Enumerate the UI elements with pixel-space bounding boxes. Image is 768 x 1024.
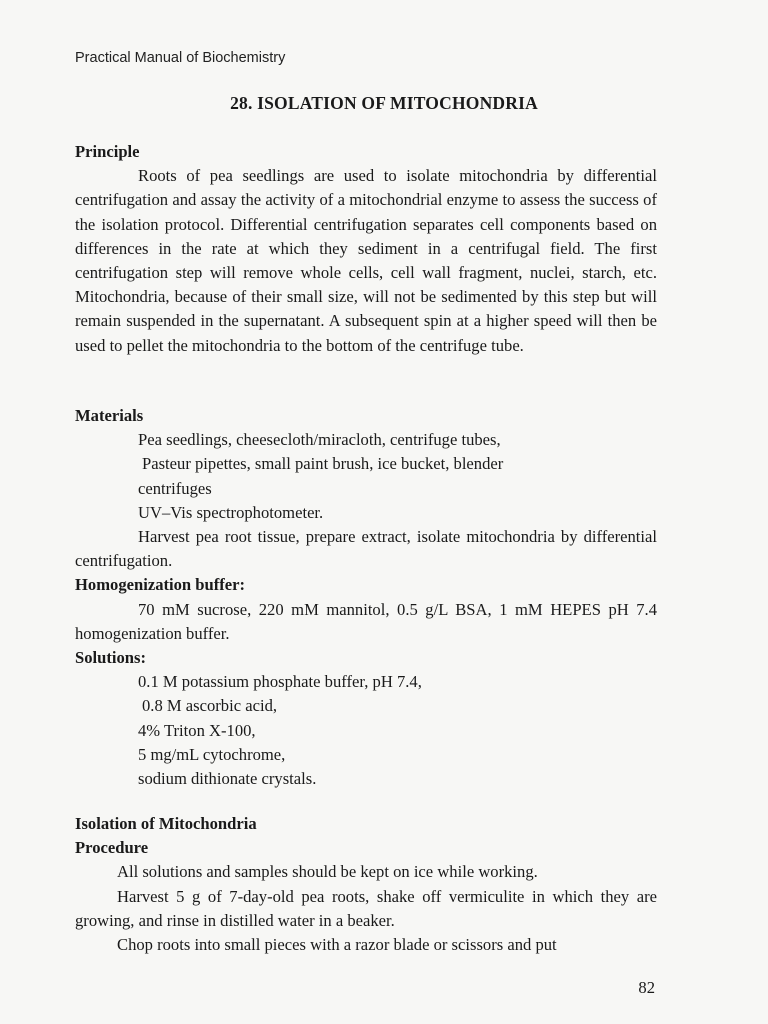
- solutions-list: [75, 670, 657, 791]
- materials-list: [75, 428, 657, 525]
- chapter-title: 28. ISOLATION OF MITOCHONDRIA: [230, 93, 538, 113]
- materials-item: UV–Vis spectrophotometer.: [138, 502, 324, 522]
- homogenization-text: 70 mM sucrose, 220 mM mannitol, 0.5 g/L BSA, 1 mM HEPES pH 7.4 homogenization buffer.: [75, 599, 657, 643]
- principle-heading: Principle: [75, 142, 140, 161]
- solutions-heading: Solutions:: [75, 648, 147, 668]
- homogenization-heading: Homogenization buffer:: [75, 575, 246, 595]
- page-number: 82: [638, 978, 655, 997]
- running-header: Practical Manual of Biochemistry: [75, 50, 286, 66]
- isolation-section: [75, 812, 657, 957]
- isolation-heading: Isolation of Mitochondria: [75, 814, 257, 833]
- principle-section: [75, 140, 657, 358]
- principle-paragraph: Roots of pea seedlings are used to isolate mitochondria by differential centrifugation and assay the activity of a mitochondrial enzyme to assess the success of the isolation protocol. Differential centrifugation separates cell components based on differences in the rate at which they sediment in a centrifugal field. The first centrifugation step will remove whole cells, cell wall fragment, nuclei, starch, etc. Mitochondria, because of their small size, will not be sedimented by this step but will remain suspended in the supernatant. A subsequent spin at a higher speed will then be used to pellet the mitochondria to the bottom of the centrifuge tube.: [75, 166, 657, 355]
- materials-item: Pasteur pipettes, small paint brush, ice bucket, blender: [142, 454, 504, 474]
- procedure-step: All solutions and samples should be kept on ice while working.: [117, 862, 538, 882]
- solutions-item: sodium dithionate crystals.: [138, 769, 317, 789]
- materials-item: Pea seedlings, cheesecloth/miracloth, centrifuge tubes,: [138, 430, 501, 450]
- solutions-item: 0.1 M potassium phosphate buffer, pH 7.4,: [138, 672, 422, 692]
- solutions-item: 4% Triton X-100,: [138, 720, 256, 740]
- materials-section: [75, 404, 657, 791]
- procedure-step: Harvest 5 g of 7-day-old pea roots, shake off vermiculite in which they are growing, and rinse in distilled water in a beaker.: [75, 886, 657, 930]
- procedure-step: Chop roots into small pieces with a razor blade or scissors and put: [117, 935, 557, 955]
- solutions-item: 0.8 M ascorbic acid,: [142, 696, 278, 716]
- materials-heading: Materials: [75, 406, 144, 425]
- materials-item: centrifuges: [138, 478, 212, 498]
- materials-note: Harvest pea root tissue, prepare extract, isolate mitochondria by differential centrifugation.: [75, 527, 657, 571]
- solutions-item: 5 mg/mL cytochrome,: [138, 744, 286, 764]
- procedure-heading: Procedure: [75, 838, 149, 858]
